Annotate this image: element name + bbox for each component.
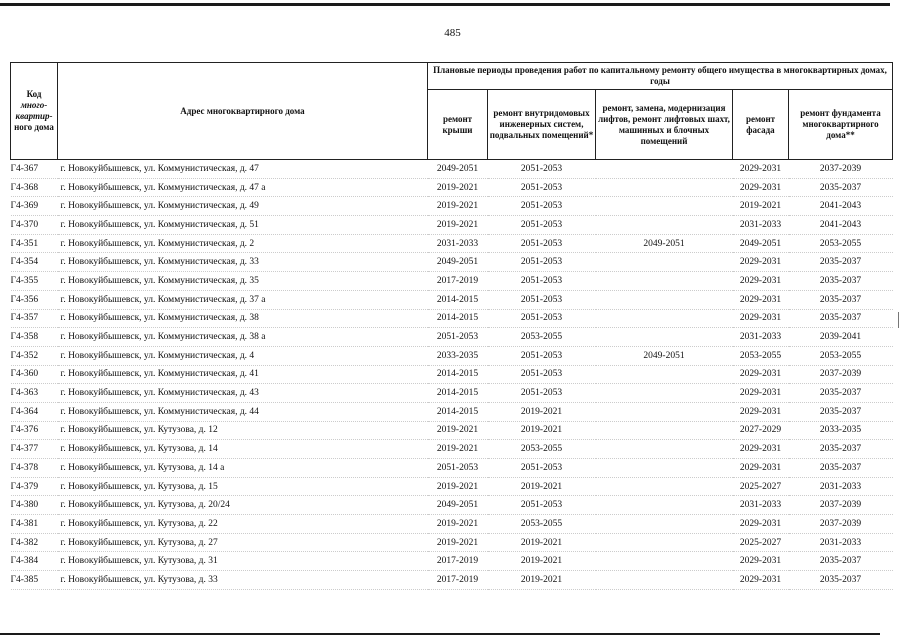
- page-number: 485: [444, 27, 461, 39]
- systems-cell: 2051-2053: [488, 160, 596, 179]
- roof-cell: 2031-2033: [428, 234, 488, 253]
- foundation-cell: 2035-2037: [789, 272, 893, 291]
- systems-cell: 2051-2053: [488, 197, 596, 216]
- foundation-cell: 2041-2043: [789, 197, 893, 216]
- lifts-cell: [596, 272, 733, 291]
- address-cell: г. Новокуйбышевск, ул. Кутузова, д. 12: [58, 421, 428, 440]
- foundation-cell: 2035-2037: [789, 552, 893, 571]
- table-row: [11, 365, 893, 384]
- address-cell: г. Новокуйбышевск, ул. Коммунистическая, д. 47: [58, 160, 428, 179]
- foundation-cell: 2035-2037: [789, 459, 893, 478]
- systems-cell: 2051-2053: [488, 234, 596, 253]
- systems-cell: 2051-2053: [488, 459, 596, 478]
- systems-cell: 2053-2055: [488, 440, 596, 459]
- facade-cell: 2025-2027: [733, 477, 789, 496]
- table-row: [11, 160, 893, 179]
- table-row: [11, 515, 893, 534]
- code-cell: Г4-377: [11, 440, 58, 459]
- foundation-cell: 2035-2037: [789, 402, 893, 421]
- roof-cell: 2019-2021: [428, 421, 488, 440]
- lifts-cell: [596, 515, 733, 534]
- lifts-cell: [596, 197, 733, 216]
- code-cell: Г4-385: [11, 571, 58, 590]
- foundation-cell: 2033-2035: [789, 421, 893, 440]
- systems-cell: 2051-2053: [488, 253, 596, 272]
- code-cell: Г4-367: [11, 160, 58, 179]
- roof-cell: 2019-2021: [428, 440, 488, 459]
- code-cell: Г4-364: [11, 402, 58, 421]
- foundation-cell: 2037-2039: [789, 515, 893, 534]
- table-row: [11, 346, 893, 365]
- table-row: [11, 571, 893, 590]
- code-cell: Г4-379: [11, 477, 58, 496]
- facade-cell: 2031-2033: [733, 496, 789, 515]
- code-cell: Г4-380: [11, 496, 58, 515]
- roof-cell: 2019-2021: [428, 533, 488, 552]
- address-cell: г. Новокуйбышевск, ул. Коммунистическая, д. 51: [58, 216, 428, 235]
- table-row: [11, 328, 893, 347]
- roof-cell: 2014-2015: [428, 402, 488, 421]
- code-header-label-italic: много-квартир-: [15, 100, 53, 121]
- facade-cell: 2025-2027: [733, 533, 789, 552]
- table-row: [11, 533, 893, 552]
- facade-cell: 2031-2033: [733, 216, 789, 235]
- roof-cell: 2014-2015: [428, 384, 488, 403]
- facade-cell: 2029-2031: [733, 253, 789, 272]
- roof-cell: 2017-2019: [428, 571, 488, 590]
- address-cell: г. Новокуйбышевск, ул. Коммунистическая, д. 35: [58, 272, 428, 291]
- foundation-cell: 2031-2033: [789, 477, 893, 496]
- address-cell: г. Новокуйбышевск, ул. Коммунистическая, д. 37 а: [58, 290, 428, 309]
- roof-cell: 2019-2021: [428, 178, 488, 197]
- roof-cell: 2049-2051: [428, 160, 488, 179]
- table-row: [11, 178, 893, 197]
- table-row: [11, 253, 893, 272]
- address-cell: г. Новокуйбышевск, ул. Кутузова, д. 14 а: [58, 459, 428, 478]
- systems-cell: 2019-2021: [488, 402, 596, 421]
- lifts-column-header: ремонт, замена, модернизация лифтов, ремонт лифтовых шахт, машинных и блочных помещений: [596, 90, 733, 160]
- lifts-cell: [596, 402, 733, 421]
- roof-cell: 2051-2053: [428, 459, 488, 478]
- lifts-cell: [596, 496, 733, 515]
- address-cell: г. Новокуйбышевск, ул. Коммунистическая, д. 49: [58, 197, 428, 216]
- table-row: [11, 216, 893, 235]
- address-cell: г. Новокуйбышевск, ул. Кутузова, д. 22: [58, 515, 428, 534]
- lifts-cell: [596, 533, 733, 552]
- code-cell: Г4-355: [11, 272, 58, 291]
- systems-cell: 2051-2053: [488, 309, 596, 328]
- lifts-cell: [596, 328, 733, 347]
- code-header-label: Код: [26, 89, 42, 99]
- facade-cell: 2031-2033: [733, 328, 789, 347]
- roof-cell: 2014-2015: [428, 365, 488, 384]
- code-cell: Г4-358: [11, 328, 58, 347]
- foundation-cell: 2035-2037: [789, 253, 893, 272]
- address-cell: г. Новокуйбышевск, ул. Коммунистическая, д. 38: [58, 309, 428, 328]
- code-column-header: [11, 63, 58, 160]
- systems-cell: 2051-2053: [488, 272, 596, 291]
- table-row: [11, 309, 893, 328]
- lifts-cell: 2049-2051: [596, 234, 733, 253]
- lifts-cell: [596, 216, 733, 235]
- code-cell: Г4-354: [11, 253, 58, 272]
- table-row: [11, 384, 893, 403]
- foundation-cell: 2039-2041: [789, 328, 893, 347]
- systems-cell: 2051-2053: [488, 290, 596, 309]
- lifts-cell: [596, 384, 733, 403]
- systems-column-header: ремонт внутридомовых инженерных систем, подвальных помещений*: [488, 90, 596, 160]
- lifts-cell: [596, 365, 733, 384]
- roof-cell: 2033-2035: [428, 346, 488, 365]
- code-cell: Г4-360: [11, 365, 58, 384]
- facade-cell: 2029-2031: [733, 365, 789, 384]
- systems-cell: 2053-2055: [488, 328, 596, 347]
- lifts-cell: [596, 290, 733, 309]
- address-cell: г. Новокуйбышевск, ул. Кутузова, д. 27: [58, 533, 428, 552]
- address-cell: г. Новокуйбышевск, ул. Кутузова, д. 15: [58, 477, 428, 496]
- facade-cell: 2029-2031: [733, 515, 789, 534]
- code-cell: Г4-378: [11, 459, 58, 478]
- table-row: [11, 496, 893, 515]
- lifts-cell: [596, 459, 733, 478]
- address-cell: г. Новокуйбышевск, ул. Коммунистическая, д. 44: [58, 402, 428, 421]
- facade-cell: 2029-2031: [733, 459, 789, 478]
- facade-cell: 2049-2051: [733, 234, 789, 253]
- top-rule: [0, 3, 890, 6]
- systems-cell: 2051-2053: [488, 346, 596, 365]
- table-row: [11, 477, 893, 496]
- systems-cell: 2051-2053: [488, 365, 596, 384]
- facade-column-header: ремонт фасада: [733, 90, 789, 160]
- facade-cell: 2029-2031: [733, 290, 789, 309]
- address-cell: г. Новокуйбышевск, ул. Коммунистическая, д. 43: [58, 384, 428, 403]
- lifts-cell: [596, 440, 733, 459]
- address-column-header: Адрес многоквартирного дома: [58, 63, 428, 160]
- foundation-cell: 2037-2039: [789, 496, 893, 515]
- systems-cell: 2019-2021: [488, 571, 596, 590]
- code-cell: Г4-352: [11, 346, 58, 365]
- address-cell: г. Новокуйбышевск, ул. Коммунистическая, д. 47 а: [58, 178, 428, 197]
- systems-cell: 2051-2053: [488, 216, 596, 235]
- roof-cell: 2014-2015: [428, 290, 488, 309]
- foundation-cell: 2031-2033: [789, 533, 893, 552]
- table-row: [11, 234, 893, 253]
- table-row: [11, 440, 893, 459]
- roof-cell: 2019-2021: [428, 216, 488, 235]
- code-header-label-tail: ного дома: [14, 122, 54, 132]
- table-row: [11, 459, 893, 478]
- roof-cell: 2019-2021: [428, 197, 488, 216]
- address-cell: г. Новокуйбышевск, ул. Коммунистическая, д. 41: [58, 365, 428, 384]
- systems-cell: 2019-2021: [488, 477, 596, 496]
- foundation-cell: 2035-2037: [789, 384, 893, 403]
- lifts-cell: 2049-2051: [596, 346, 733, 365]
- facade-cell: 2053-2055: [733, 346, 789, 365]
- roof-cell: 2049-2051: [428, 253, 488, 272]
- table-body: [11, 160, 893, 590]
- lifts-cell: [596, 160, 733, 179]
- roof-column-header: ремонт крыши: [428, 90, 488, 160]
- lifts-cell: [596, 253, 733, 272]
- foundation-cell: 2035-2037: [789, 178, 893, 197]
- facade-cell: 2029-2031: [733, 272, 789, 291]
- code-cell: Г4-357: [11, 309, 58, 328]
- table-row: [11, 402, 893, 421]
- roof-cell: 2017-2019: [428, 272, 488, 291]
- margin-mark: [898, 312, 899, 328]
- facade-cell: 2029-2031: [733, 402, 789, 421]
- roof-cell: 2049-2051: [428, 496, 488, 515]
- foundation-cell: 2037-2039: [789, 160, 893, 179]
- foundation-cell: 2035-2037: [789, 290, 893, 309]
- foundation-cell: 2037-2039: [789, 365, 893, 384]
- code-cell: Г4-376: [11, 421, 58, 440]
- lifts-cell: [596, 477, 733, 496]
- roof-cell: 2051-2053: [428, 328, 488, 347]
- code-cell: Г4-382: [11, 533, 58, 552]
- lifts-cell: [596, 309, 733, 328]
- code-cell: Г4-369: [11, 197, 58, 216]
- systems-cell: 2019-2021: [488, 533, 596, 552]
- lifts-cell: [596, 421, 733, 440]
- foundation-column-header: ремонт фундамента многоквартирного дома**: [789, 90, 893, 160]
- code-cell: Г4-384: [11, 552, 58, 571]
- systems-cell: 2051-2053: [488, 178, 596, 197]
- code-cell: Г4-356: [11, 290, 58, 309]
- facade-cell: 2029-2031: [733, 178, 789, 197]
- code-cell: Г4-363: [11, 384, 58, 403]
- facade-cell: 2029-2031: [733, 440, 789, 459]
- lifts-cell: [596, 552, 733, 571]
- facade-cell: 2019-2021: [733, 197, 789, 216]
- systems-cell: 2019-2021: [488, 421, 596, 440]
- address-cell: г. Новокуйбышевск, ул. Кутузова, д. 20/24: [58, 496, 428, 515]
- facade-cell: 2029-2031: [733, 309, 789, 328]
- table-row: [11, 290, 893, 309]
- table-row: [11, 552, 893, 571]
- address-cell: г. Новокуйбышевск, ул. Кутузова, д. 14: [58, 440, 428, 459]
- facade-cell: 2029-2031: [733, 571, 789, 590]
- address-cell: г. Новокуйбышевск, ул. Кутузова, д. 31: [58, 552, 428, 571]
- facade-cell: 2029-2031: [733, 384, 789, 403]
- foundation-cell: 2053-2055: [789, 346, 893, 365]
- address-cell: г. Новокуйбышевск, ул. Коммунистическая, д. 33: [58, 253, 428, 272]
- foundation-cell: 2035-2037: [789, 571, 893, 590]
- roof-cell: 2017-2019: [428, 552, 488, 571]
- foundation-cell: 2053-2055: [789, 234, 893, 253]
- roof-cell: 2014-2015: [428, 309, 488, 328]
- table-row: [11, 197, 893, 216]
- systems-cell: 2019-2021: [488, 552, 596, 571]
- bottom-rule: [0, 633, 880, 635]
- schedule-table: [10, 62, 893, 590]
- roof-cell: 2019-2021: [428, 515, 488, 534]
- address-cell: г. Новокуйбышевск, ул. Коммунистическая, д. 38 а: [58, 328, 428, 347]
- systems-cell: 2053-2055: [488, 515, 596, 534]
- table-row: [11, 272, 893, 291]
- systems-cell: 2051-2053: [488, 496, 596, 515]
- foundation-cell: 2035-2037: [789, 440, 893, 459]
- address-cell: г. Новокуйбышевск, ул. Кутузова, д. 33: [58, 571, 428, 590]
- code-cell: Г4-351: [11, 234, 58, 253]
- foundation-cell: 2035-2037: [789, 309, 893, 328]
- address-cell: г. Новокуйбышевск, ул. Коммунистическая, д. 2: [58, 234, 428, 253]
- address-cell: г. Новокуйбышевск, ул. Коммунистическая, д. 4: [58, 346, 428, 365]
- facade-cell: 2027-2029: [733, 421, 789, 440]
- systems-cell: 2051-2053: [488, 384, 596, 403]
- code-cell: Г4-368: [11, 178, 58, 197]
- roof-cell: 2019-2021: [428, 477, 488, 496]
- table-row: [11, 421, 893, 440]
- foundation-cell: 2041-2043: [789, 216, 893, 235]
- lifts-cell: [596, 571, 733, 590]
- work-periods-group-header: Плановые периоды проведения работ по капитальному ремонту общего имущества в многоквартирных домах, годы: [428, 63, 893, 90]
- facade-cell: 2029-2031: [733, 552, 789, 571]
- facade-cell: 2029-2031: [733, 160, 789, 179]
- code-cell: Г4-370: [11, 216, 58, 235]
- lifts-cell: [596, 178, 733, 197]
- code-cell: Г4-381: [11, 515, 58, 534]
